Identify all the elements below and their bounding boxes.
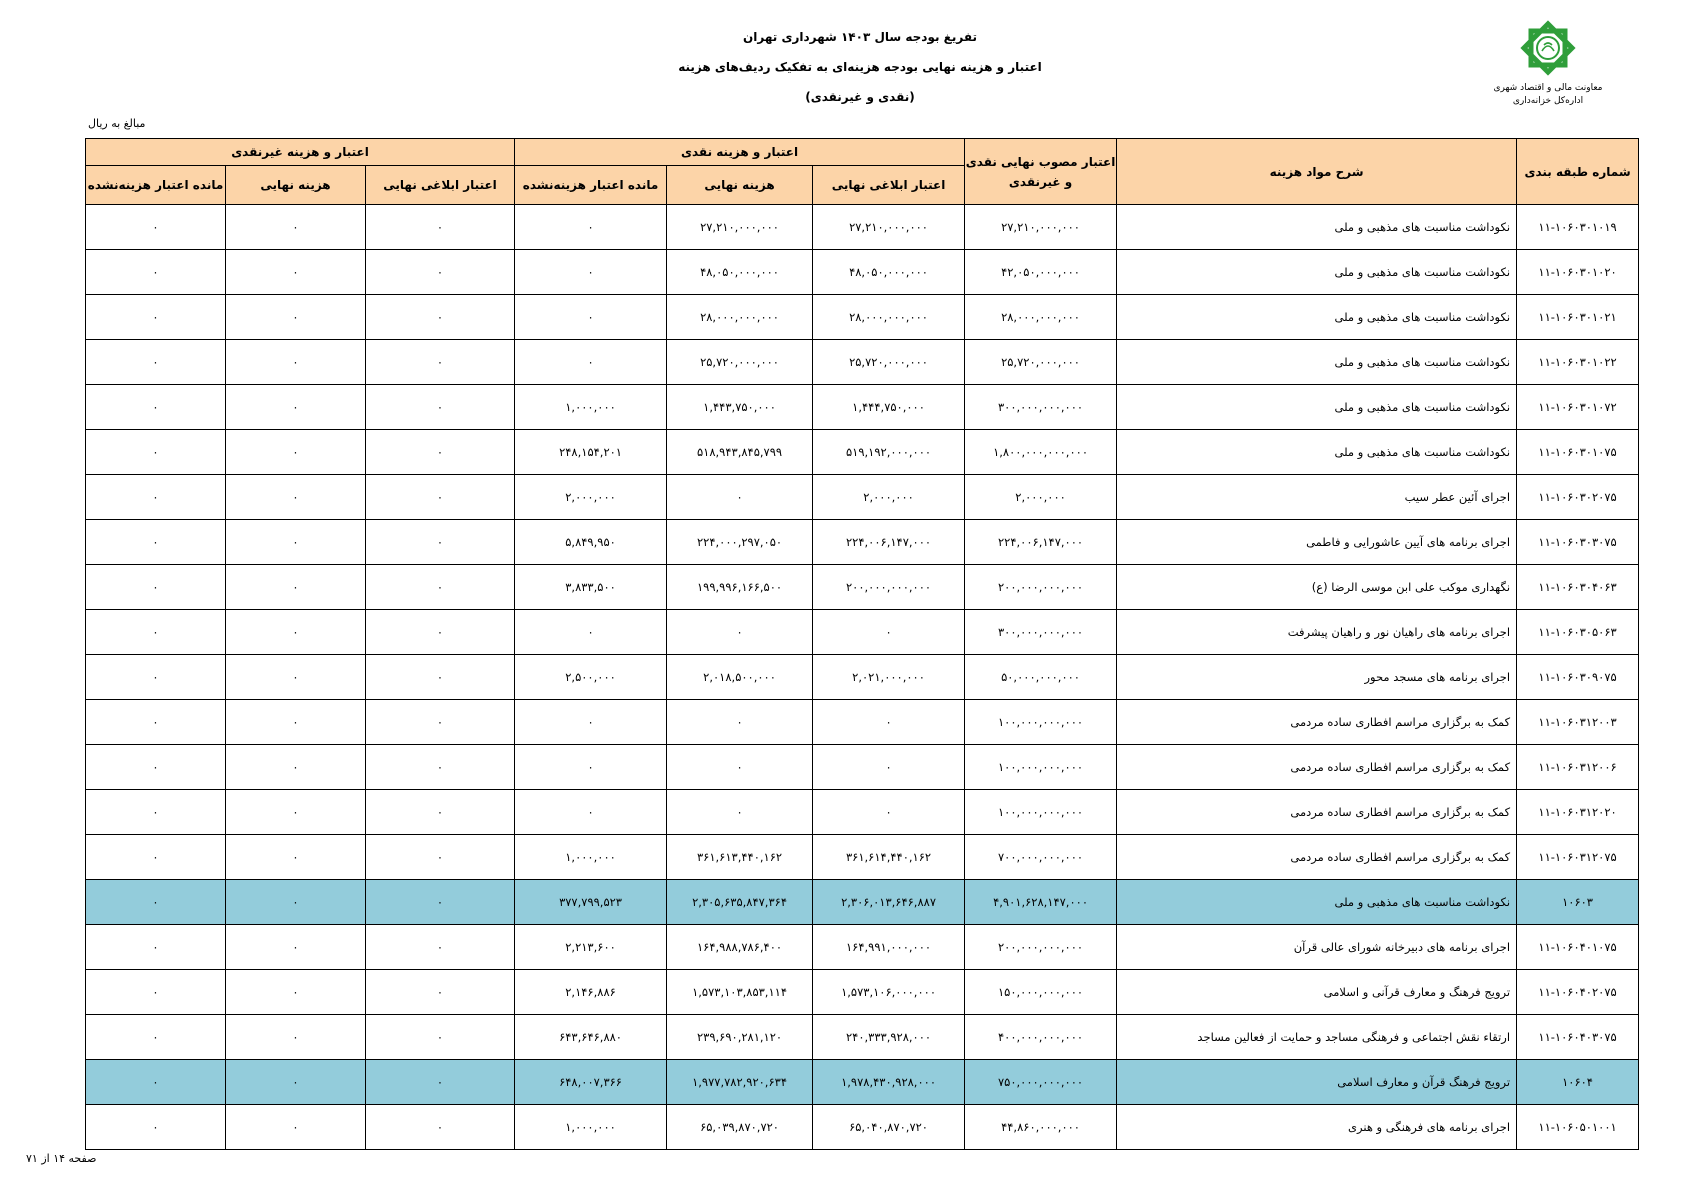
cell-noncash-expense: ۰ (226, 655, 366, 700)
cell-approved: ۳۰۰,۰۰۰,۰۰۰,۰۰۰ (965, 385, 1117, 430)
cell-noncash-expense: ۰ (226, 970, 366, 1015)
cell-noncash-expense: ۰ (226, 835, 366, 880)
cell-noncash-remaining: ۰ (86, 925, 226, 970)
table-row (86, 385, 1639, 430)
cell-noncash-remaining: ۰ (86, 970, 226, 1015)
cell-description: ترویج فرهنگ و معارف قرآنی و اسلامی (1117, 970, 1517, 1015)
cell-noncash-remaining: ۰ (86, 745, 226, 790)
header-noncash-remaining: مانده اعتبار هزینه‌نشده (86, 166, 226, 205)
cell-noncash-expense: ۰ (226, 385, 366, 430)
cell-noncash-expense: ۰ (226, 1015, 366, 1060)
table-total-row (86, 880, 1639, 925)
cell-noncash-credit: ۰ (366, 205, 515, 250)
cell-description: نکوداشت مناسبت های مذهبی و ملی (1117, 205, 1517, 250)
cell-approved: ۳۰۰,۰۰۰,۰۰۰,۰۰۰ (965, 610, 1117, 655)
cell-cash-credit: ۲۷,۲۱۰,۰۰۰,۰۰۰ (813, 205, 965, 250)
cell-code: ۱۱-۱۰۶۰۳۰۱۰۷۲ (1517, 385, 1639, 430)
table-row (86, 205, 1639, 250)
cell-cash-credit: ۲۸,۰۰۰,۰۰۰,۰۰۰ (813, 295, 965, 340)
cell-description: کمک به برگزاری مراسم افطاری ساده مردمی (1117, 835, 1517, 880)
cell-noncash-remaining: ۰ (86, 250, 226, 295)
cell-cash-expense: ۱,۴۴۳,۷۵۰,۰۰۰ (667, 385, 813, 430)
cell-cash-credit: ۲,۰۲۱,۰۰۰,۰۰۰ (813, 655, 965, 700)
cell-cash-remaining: ۳۷۷,۷۹۹,۵۲۳ (515, 880, 667, 925)
cell-cash-expense: ۲۵,۷۲۰,۰۰۰,۰۰۰ (667, 340, 813, 385)
cell-cash-credit: ۱,۵۷۳,۱۰۶,۰۰۰,۰۰۰ (813, 970, 965, 1015)
cell-code: ۱۱-۱۰۶۰۴۰۱۰۷۵ (1517, 925, 1639, 970)
cell-approved: ۲۰۰,۰۰۰,۰۰۰,۰۰۰ (965, 925, 1117, 970)
cell-cash-expense: ۲۷,۲۱۰,۰۰۰,۰۰۰ (667, 205, 813, 250)
cell-approved: ۲۲۴,۰۰۶,۱۴۷,۰۰۰ (965, 520, 1117, 565)
cell-cash-credit: ۰ (813, 745, 965, 790)
cell-code: ۱۱-۱۰۶۰۳۰۳۰۷۵ (1517, 520, 1639, 565)
cell-noncash-credit: ۰ (366, 880, 515, 925)
cell-cash-credit: ۳۶۱,۶۱۴,۴۴۰,۱۶۲ (813, 835, 965, 880)
cell-description: نکوداشت مناسبت های مذهبی و ملی (1117, 880, 1517, 925)
cell-approved: ۱۵۰,۰۰۰,۰۰۰,۰۰۰ (965, 970, 1117, 1015)
tehran-municipality-logo-icon (1511, 18, 1585, 78)
cell-cash-expense: ۵۱۸,۹۴۳,۸۴۵,۷۹۹ (667, 430, 813, 475)
organization-block (1483, 18, 1613, 108)
cell-cash-remaining: ۰ (515, 340, 667, 385)
cell-description: اجرای برنامه های آیین عاشورایی و فاطمی (1117, 520, 1517, 565)
report-title: تفریغ بودجه سال ۱۴۰۳ شهرداری تهران (743, 30, 977, 44)
cell-cash-expense: ۲۸,۰۰۰,۰۰۰,۰۰۰ (667, 295, 813, 340)
cell-noncash-expense: ۰ (226, 205, 366, 250)
cell-noncash-remaining: ۰ (86, 610, 226, 655)
cell-noncash-credit: ۰ (366, 565, 515, 610)
cell-cash-remaining: ۲,۲۱۳,۶۰۰ (515, 925, 667, 970)
table-row (86, 835, 1639, 880)
cell-code: ۱۱-۱۰۶۰۳۰۱۰۷۵ (1517, 430, 1639, 475)
cell-approved: ۱۰۰,۰۰۰,۰۰۰,۰۰۰ (965, 790, 1117, 835)
cell-code: ۱۱-۱۰۶۰۳۰۱۰۲۲ (1517, 340, 1639, 385)
cell-cash-expense: ۲۲۴,۰۰۰,۲۹۷,۰۵۰ (667, 520, 813, 565)
cell-noncash-remaining: ۰ (86, 1105, 226, 1150)
cell-noncash-remaining: ۰ (86, 880, 226, 925)
cell-cash-remaining: ۲,۱۴۶,۸۸۶ (515, 970, 667, 1015)
cell-cash-expense: ۶۵,۰۳۹,۸۷۰,۷۲۰ (667, 1105, 813, 1150)
cell-noncash-expense: ۰ (226, 520, 366, 565)
cell-noncash-expense: ۰ (226, 925, 366, 970)
report-subtitle: اعتبار و هزینه نهایی بودجه هزینه‌ای به تفکیک ردیف‌های هزینه (678, 60, 1042, 74)
org-department: اداره‌کل خزانه‌داری (1512, 96, 1584, 106)
budget-table (85, 138, 1639, 1150)
cell-cash-remaining: ۶۴۳,۶۴۶,۸۸۰ (515, 1015, 667, 1060)
table-row (86, 655, 1639, 700)
cell-noncash-remaining: ۰ (86, 835, 226, 880)
table-row (86, 790, 1639, 835)
cell-code: ۱۱-۱۰۶۰۳۰۹۰۷۵ (1517, 655, 1639, 700)
cell-description: کمک به برگزاری مراسم افطاری ساده مردمی (1117, 745, 1517, 790)
cell-cash-credit: ۲,۰۰۰,۰۰۰ (813, 475, 965, 520)
cell-approved: ۱۰۰,۰۰۰,۰۰۰,۰۰۰ (965, 700, 1117, 745)
cell-approved: ۲۷,۲۱۰,۰۰۰,۰۰۰ (965, 205, 1117, 250)
table-header-row (86, 139, 1639, 166)
page-number: صفحه ۱۴ از ۷۱ (26, 1152, 97, 1165)
cell-approved: ۵۰,۰۰۰,۰۰۰,۰۰۰ (965, 655, 1117, 700)
header-description: شرح مواد هزینه (1117, 139, 1517, 205)
cell-noncash-remaining: ۰ (86, 295, 226, 340)
cell-code: ۱۱-۱۰۶۰۴۰۲۰۷۵ (1517, 970, 1639, 1015)
cell-noncash-expense: ۰ (226, 430, 366, 475)
cell-noncash-remaining: ۰ (86, 340, 226, 385)
cell-noncash-expense: ۰ (226, 700, 366, 745)
cell-noncash-remaining: ۰ (86, 565, 226, 610)
cell-noncash-credit: ۰ (366, 745, 515, 790)
cell-description: نکوداشت مناسبت های مذهبی و ملی (1117, 430, 1517, 475)
cell-noncash-credit: ۰ (366, 835, 515, 880)
cell-noncash-credit: ۰ (366, 655, 515, 700)
cell-code: ۱۱-۱۰۶۰۵۰۱۰۰۱ (1517, 1105, 1639, 1150)
cell-cash-credit: ۱۶۴,۹۹۱,۰۰۰,۰۰۰ (813, 925, 965, 970)
cell-code: ۱۱-۱۰۶۰۳۰۴۰۶۳ (1517, 565, 1639, 610)
table-row (86, 340, 1639, 385)
cell-cash-expense: ۱۶۴,۹۸۸,۷۸۶,۴۰۰ (667, 925, 813, 970)
table-total-row (86, 1060, 1639, 1105)
cell-approved: ۴,۹۰۱,۶۲۸,۱۴۷,۰۰۰ (965, 880, 1117, 925)
cell-cash-expense: ۴۸,۰۵۰,۰۰۰,۰۰۰ (667, 250, 813, 295)
cell-noncash-expense: ۰ (226, 340, 366, 385)
cell-cash-remaining: ۰ (515, 250, 667, 295)
table-row (86, 700, 1639, 745)
cell-noncash-credit: ۰ (366, 1105, 515, 1150)
cell-code: ۱۱-۱۰۶۰۴۰۳۰۷۵ (1517, 1015, 1639, 1060)
table-row (86, 295, 1639, 340)
cell-approved: ۴۴,۸۶۰,۰۰۰,۰۰۰ (965, 1105, 1117, 1150)
cell-cash-expense: ۰ (667, 745, 813, 790)
header-cash-remaining: مانده اعتبار هزینه‌نشده (515, 166, 667, 205)
cell-cash-remaining: ۱,۰۰۰,۰۰۰ (515, 1105, 667, 1150)
cell-cash-remaining: ۱,۰۰۰,۰۰۰ (515, 385, 667, 430)
header-noncash-group: اعتبار و هزینه غیرنقدی (86, 139, 515, 166)
cell-approved: ۴۰۰,۰۰۰,۰۰۰,۰۰۰ (965, 1015, 1117, 1060)
cell-cash-credit: ۶۵,۰۴۰,۸۷۰,۷۲۰ (813, 1105, 965, 1150)
cell-noncash-remaining: ۰ (86, 520, 226, 565)
cell-cash-expense: ۲,۳۰۵,۶۳۵,۸۴۷,۳۶۴ (667, 880, 813, 925)
table-row (86, 1105, 1639, 1150)
table-row (86, 430, 1639, 475)
cell-description: نکوداشت مناسبت های مذهبی و ملی (1117, 385, 1517, 430)
cell-approved: ۲۸,۰۰۰,۰۰۰,۰۰۰ (965, 295, 1117, 340)
cell-cash-remaining: ۰ (515, 700, 667, 745)
cell-noncash-credit: ۰ (366, 340, 515, 385)
table-row (86, 745, 1639, 790)
cell-cash-remaining: ۵,۸۴۹,۹۵۰ (515, 520, 667, 565)
cell-approved: ۱,۸۰۰,۰۰۰,۰۰۰,۰۰۰ (965, 430, 1117, 475)
cell-noncash-expense: ۰ (226, 1105, 366, 1150)
cell-cash-remaining: ۰ (515, 205, 667, 250)
cell-cash-remaining: ۰ (515, 790, 667, 835)
cell-approved: ۲۰۰,۰۰۰,۰۰۰,۰۰۰ (965, 565, 1117, 610)
cell-noncash-remaining: ۰ (86, 790, 226, 835)
cell-description: اجرای برنامه های فرهنگی و هنری (1117, 1105, 1517, 1150)
cell-code: ۱۱-۱۰۶۰۳۰۲۰۷۵ (1517, 475, 1639, 520)
cell-noncash-credit: ۰ (366, 700, 515, 745)
header-noncash-credit: اعتبار ابلاغی نهایی (366, 166, 515, 205)
table-row (86, 610, 1639, 655)
cell-noncash-expense: ۰ (226, 1060, 366, 1105)
cell-cash-remaining: ۰ (515, 745, 667, 790)
cell-noncash-remaining: ۰ (86, 475, 226, 520)
cell-code: ۱۱-۱۰۶۰۳۰۱۰۱۹ (1517, 205, 1639, 250)
cell-description: نکوداشت مناسبت های مذهبی و ملی (1117, 295, 1517, 340)
currency-unit-label: مبالغ به ریال (88, 117, 146, 130)
cell-code: ۱۰۶۰۴ (1517, 1060, 1639, 1105)
cell-code: ۱۱-۱۰۶۰۳۰۱۰۲۱ (1517, 295, 1639, 340)
cell-noncash-remaining: ۰ (86, 430, 226, 475)
cell-cash-credit: ۱,۴۴۴,۷۵۰,۰۰۰ (813, 385, 965, 430)
cell-noncash-credit: ۰ (366, 475, 515, 520)
cell-cash-remaining: ۰ (515, 295, 667, 340)
cell-cash-credit: ۲۴۰,۳۳۳,۹۲۸,۰۰۰ (813, 1015, 965, 1060)
table-body (86, 205, 1639, 1150)
cell-noncash-expense: ۰ (226, 790, 366, 835)
cell-cash-credit: ۰ (813, 610, 965, 655)
cell-cash-expense: ۲,۰۱۸,۵۰۰,۰۰۰ (667, 655, 813, 700)
cell-approved: ۲۵,۷۲۰,۰۰۰,۰۰۰ (965, 340, 1117, 385)
cell-noncash-credit: ۰ (366, 250, 515, 295)
header-cash-expense: هزینه نهایی (667, 166, 813, 205)
cell-noncash-credit: ۰ (366, 385, 515, 430)
cell-noncash-expense: ۰ (226, 745, 366, 790)
cell-noncash-expense: ۰ (226, 250, 366, 295)
cell-code: ۱۱-۱۰۶۰۳۱۲۰۰۶ (1517, 745, 1639, 790)
cell-cash-expense: ۰ (667, 700, 813, 745)
cell-noncash-credit: ۰ (366, 970, 515, 1015)
cell-cash-expense: ۰ (667, 475, 813, 520)
header-approved: اعتبار مصوب نهایی نقدی و غیرنقدی (965, 139, 1117, 205)
cell-cash-credit: ۵۱۹,۱۹۲,۰۰۰,۰۰۰ (813, 430, 965, 475)
cell-code: ۱۱-۱۰۶۰۳۱۲۰۰۳ (1517, 700, 1639, 745)
cell-cash-credit: ۲۵,۷۲۰,۰۰۰,۰۰۰ (813, 340, 965, 385)
cell-cash-remaining: ۱,۰۰۰,۰۰۰ (515, 835, 667, 880)
cell-noncash-expense: ۰ (226, 610, 366, 655)
cell-cash-remaining: ۲,۰۰۰,۰۰۰ (515, 475, 667, 520)
cell-cash-credit: ۲۲۴,۰۰۶,۱۴۷,۰۰۰ (813, 520, 965, 565)
cell-description: نکوداشت مناسبت های مذهبی و ملی (1117, 340, 1517, 385)
cell-description: کمک به برگزاری مراسم افطاری ساده مردمی (1117, 790, 1517, 835)
cell-code: ۱۱-۱۰۶۰۳۰۱۰۲۰ (1517, 250, 1639, 295)
table-row (86, 250, 1639, 295)
cell-code: ۱۱-۱۰۶۰۳۱۲۰۷۵ (1517, 835, 1639, 880)
cell-approved: ۷۰۰,۰۰۰,۰۰۰,۰۰۰ (965, 835, 1117, 880)
report-header (560, 26, 1160, 116)
header-noncash-expense: هزینه نهایی (226, 166, 366, 205)
cell-cash-expense: ۱,۹۷۷,۷۸۲,۹۲۰,۶۳۴ (667, 1060, 813, 1105)
cell-cash-expense: ۰ (667, 610, 813, 655)
cell-cash-credit: ۰ (813, 700, 965, 745)
cell-code: ۱۰۶۰۳ (1517, 880, 1639, 925)
cell-cash-credit: ۲۰۰,۰۰۰,۰۰۰,۰۰۰ (813, 565, 965, 610)
cell-description: اجرای آئین عطر سیب (1117, 475, 1517, 520)
cell-cash-credit: ۴۸,۰۵۰,۰۰۰,۰۰۰ (813, 250, 965, 295)
cell-description: ترویج فرهنگ قرآن و معارف اسلامی (1117, 1060, 1517, 1105)
cell-noncash-remaining: ۰ (86, 1015, 226, 1060)
cell-noncash-credit: ۰ (366, 295, 515, 340)
cell-noncash-expense: ۰ (226, 565, 366, 610)
cell-description: نکوداشت مناسبت های مذهبی و ملی (1117, 250, 1517, 295)
table-row (86, 520, 1639, 565)
cell-noncash-credit: ۰ (366, 925, 515, 970)
cell-description: اجرای برنامه های مسجد محور (1117, 655, 1517, 700)
cell-code: ۱۱-۱۰۶۰۳۱۲۰۲۰ (1517, 790, 1639, 835)
org-name: معاونت مالی و اقتصاد شهری (1493, 83, 1603, 93)
cell-noncash-remaining: ۰ (86, 700, 226, 745)
cell-approved: ۱۰۰,۰۰۰,۰۰۰,۰۰۰ (965, 745, 1117, 790)
cell-noncash-remaining: ۰ (86, 655, 226, 700)
cell-description: ارتقاء نقش اجتماعی و فرهنگی مساجد و حمایت از فعالین مساجد (1117, 1015, 1517, 1060)
cell-cash-remaining: ۳,۸۳۳,۵۰۰ (515, 565, 667, 610)
table-row (86, 565, 1639, 610)
cell-cash-expense: ۳۶۱,۶۱۳,۴۴۰,۱۶۲ (667, 835, 813, 880)
cell-description: نگهداری موکب علی ابن موسی الرضا (ع) (1117, 565, 1517, 610)
cell-cash-remaining: ۲,۵۰۰,۰۰۰ (515, 655, 667, 700)
report-subtitle-note: (نقدی و غیرنقدی) (805, 90, 915, 104)
table-row (86, 925, 1639, 970)
header-code: شماره طبقه بندی (1517, 139, 1639, 205)
header-cash-credit: اعتبار ابلاغی نهایی (813, 166, 965, 205)
cell-noncash-credit: ۰ (366, 1015, 515, 1060)
table-row (86, 1015, 1639, 1060)
cell-approved: ۴۲,۰۵۰,۰۰۰,۰۰۰ (965, 250, 1117, 295)
cell-noncash-credit: ۰ (366, 1060, 515, 1105)
cell-description: اجرای برنامه های راهیان نور و راهیان پیشرفت (1117, 610, 1517, 655)
cell-noncash-credit: ۰ (366, 520, 515, 565)
cell-cash-expense: ۱۹۹,۹۹۶,۱۶۶,۵۰۰ (667, 565, 813, 610)
cell-cash-expense: ۰ (667, 790, 813, 835)
cell-noncash-credit: ۰ (366, 790, 515, 835)
cell-noncash-remaining: ۰ (86, 1060, 226, 1105)
cell-noncash-credit: ۰ (366, 430, 515, 475)
cell-cash-credit: ۱,۹۷۸,۴۳۰,۹۲۸,۰۰۰ (813, 1060, 965, 1105)
cell-description: اجرای برنامه های دبیرخانه شورای عالی قرآن (1117, 925, 1517, 970)
cell-noncash-remaining: ۰ (86, 385, 226, 430)
cell-noncash-expense: ۰ (226, 475, 366, 520)
cell-cash-credit: ۰ (813, 790, 965, 835)
cell-noncash-remaining: ۰ (86, 205, 226, 250)
cell-approved: ۷۵۰,۰۰۰,۰۰۰,۰۰۰ (965, 1060, 1117, 1105)
cell-description: کمک به برگزاری مراسم افطاری ساده مردمی (1117, 700, 1517, 745)
table-row (86, 475, 1639, 520)
cell-cash-remaining: ۲۴۸,۱۵۴,۲۰۱ (515, 430, 667, 475)
cell-approved: ۲,۰۰۰,۰۰۰ (965, 475, 1117, 520)
cell-cash-expense: ۲۳۹,۶۹۰,۲۸۱,۱۲۰ (667, 1015, 813, 1060)
cell-noncash-expense: ۰ (226, 295, 366, 340)
cell-noncash-credit: ۰ (366, 610, 515, 655)
cell-cash-remaining: ۰ (515, 610, 667, 655)
table-row (86, 970, 1639, 1015)
cell-cash-credit: ۲,۳۰۶,۰۱۳,۶۴۶,۸۸۷ (813, 880, 965, 925)
header-cash-group: اعتبار و هزینه نقدی (515, 139, 965, 166)
cell-cash-expense: ۱,۵۷۳,۱۰۳,۸۵۳,۱۱۴ (667, 970, 813, 1015)
cell-code: ۱۱-۱۰۶۰۳۰۵۰۶۳ (1517, 610, 1639, 655)
cell-cash-remaining: ۶۴۸,۰۰۷,۳۶۶ (515, 1060, 667, 1105)
cell-noncash-expense: ۰ (226, 880, 366, 925)
